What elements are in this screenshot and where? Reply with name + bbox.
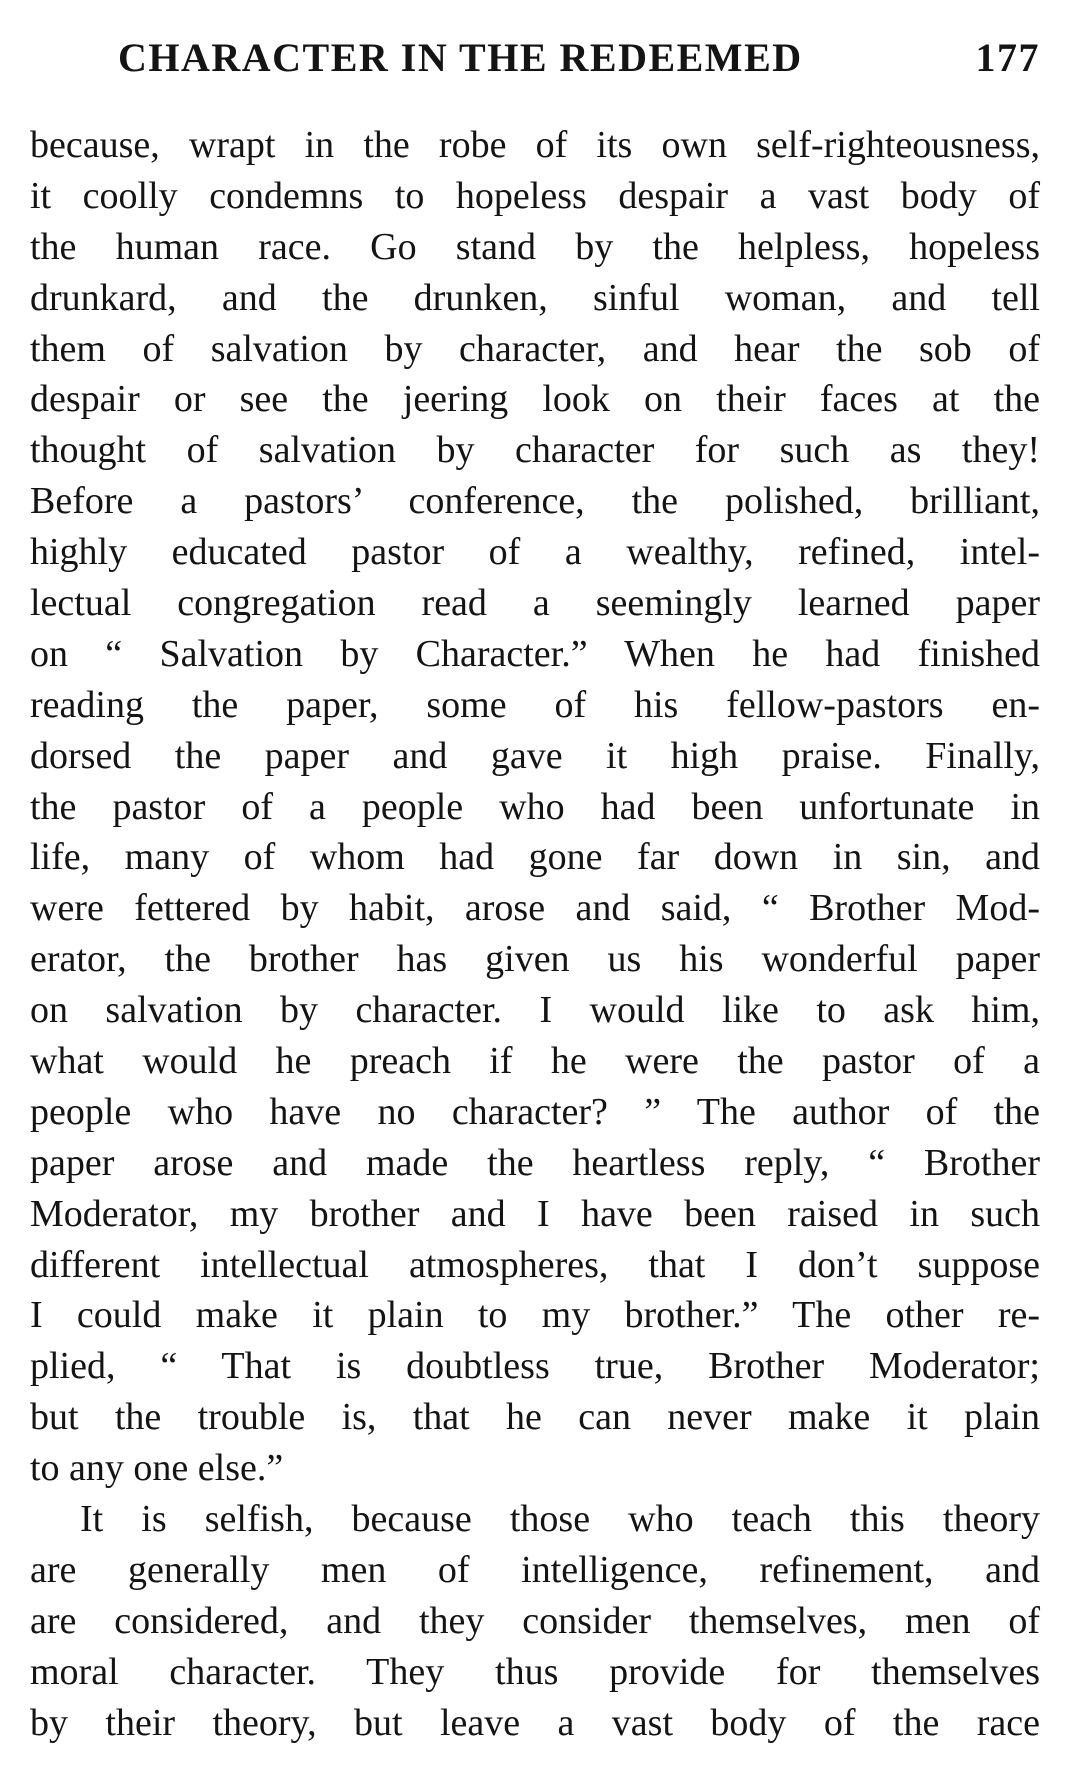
text-line: because, wrapt in the robe of its own self-righteousness, [30,124,1040,166]
text-line: moral character. They thus provide for themselves [30,1650,1040,1693]
body-text [30,120,1040,1749]
text-line: what would he preach if he were the pastor of a [30,1040,1040,1083]
text-line: to any one else.” [30,1447,284,1490]
text-line: them of salvation by character, and hear the sob of [30,327,1040,370]
text-line: are considered, and they consider themselves, men of [30,1599,1040,1642]
text-line: erator, the brother has given us his wonderful paper [30,938,1040,981]
text-line: It is selfish, because those who teach this theory [80,1498,1040,1541]
text-line: Before a pastors’ conference, the polished, brilliant, [30,480,1040,523]
text-line: plied, “ That is doubtless true, Brother Moderator; [30,1345,1040,1388]
text-line: reading the paper, some of his fellow-pastors en- [30,683,1040,726]
running-head [118,28,1040,88]
text-line: lectual congregation read a seemingly learned paper [30,582,1040,625]
text-line: the human race. Go stand by the helpless, hopeless [30,225,1040,268]
text-line: it coolly condemns to hopeless despair a vast body of [30,174,1040,217]
text-line: Moderator, my brother and I have been raised in such [30,1192,1040,1235]
text-line: but the trouble is, that he can never make it plain [30,1396,1040,1439]
text-line: were fettered by habit, arose and said, “ Brother Mod- [30,887,1040,930]
text-line: people who have no character? ” The author of the [30,1090,1040,1133]
page-number: 177 [975,35,1040,80]
text-line: on salvation by character. I would like to ask him, [30,989,1040,1032]
text-line: on “ Salvation by Character.” When he had finished [30,632,1040,675]
text-line: dorsed the paper and gave it high praise. Finally, [30,734,1040,777]
text-line: different intellectual atmospheres, that I don’t suppose [30,1243,1040,1286]
text-line: are generally men of intelligence, refinement, and [30,1548,1040,1591]
text-line: thought of salvation by character for such as they! [30,429,1040,472]
text-line: the pastor of a people who had been unfortunate in [30,785,1040,828]
text-line: life, many of whom had gone far down in sin, and [30,836,1040,879]
text-line: I could make it plain to my brother.” The other re- [30,1294,1040,1337]
running-title: CHARACTER IN THE REDEEMED [118,35,803,80]
text-line: by their theory, but leave a vast body of the race [30,1701,1040,1744]
text-line: despair or see the jeering look on their faces at the [30,378,1040,421]
text-line: paper arose and made the heartless reply, “ Brother [30,1141,1040,1184]
text-line: highly educated pastor of a wealthy, refined, intel- [30,531,1040,574]
text-line: drunkard, and the drunken, sinful woman, and tell [30,276,1040,319]
